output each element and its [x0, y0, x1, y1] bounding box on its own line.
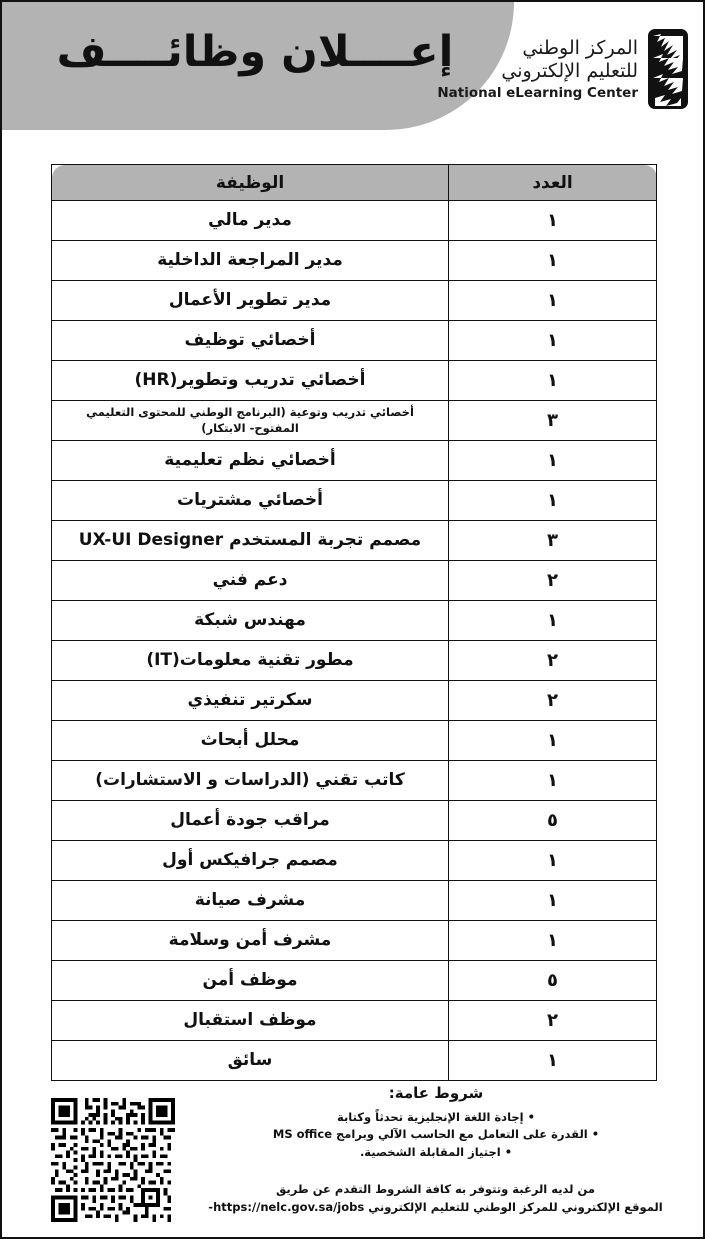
logo-arabic-line-2: للتعليم الإلكتروني — [501, 59, 638, 82]
apply-line-1: من لديه الرغبة وتتوفر به كافة الشروط التقدم عن طريق — [276, 1182, 595, 1196]
job-count-cell: ١ — [449, 201, 657, 241]
table-row — [52, 601, 657, 641]
job-title-cell: أخصائي نظم تعليمية — [52, 441, 449, 481]
table-row — [52, 361, 657, 401]
job-count-cell: ١ — [449, 721, 657, 761]
condition-item: • القدرة على التعامل مع الحاسب الآلي وبرامج MS office — [221, 1126, 651, 1143]
job-title-cell: أخصائي مشتريات — [52, 481, 449, 521]
job-title-cell: أخصائي توظيف — [52, 321, 449, 361]
table-row — [52, 1001, 657, 1041]
job-count-cell: ١ — [449, 601, 657, 641]
job-count-cell: ٢ — [449, 681, 657, 721]
job-count-cell: ١ — [449, 921, 657, 961]
table-row — [52, 961, 657, 1001]
job-count-cell: ١ — [449, 361, 657, 401]
table-row — [52, 921, 657, 961]
job-title-cell: مشرف صيانة — [52, 881, 449, 921]
job-title-cell: مراقب جودة أعمال — [52, 801, 449, 841]
job-count-cell: ١ — [449, 441, 657, 481]
jobs-table-body — [52, 201, 657, 1081]
table-row — [52, 641, 657, 681]
table-row — [52, 881, 657, 921]
logo-english-name: National eLearning Center — [437, 84, 638, 101]
job-title-cell: مهندس شبكة — [52, 601, 449, 641]
job-count-cell: ١ — [449, 761, 657, 801]
job-title-cell: مدير المراجعة الداخلية — [52, 241, 449, 281]
job-count-cell: ١ — [449, 881, 657, 921]
job-title-cell: مدير مالي — [52, 201, 449, 241]
table-row — [52, 241, 657, 281]
job-count-cell: ٣ — [449, 401, 657, 441]
job-count-cell: ١ — [449, 321, 657, 361]
job-count-cell: ١ — [449, 1041, 657, 1081]
table-row — [52, 721, 657, 761]
job-count-cell: ٢ — [449, 1001, 657, 1041]
table-row — [52, 441, 657, 481]
table-row — [52, 481, 657, 521]
nelc-logo-text — [437, 37, 638, 101]
logo-arabic-line-1: المركز الوطني — [522, 37, 638, 60]
table-row — [52, 321, 657, 361]
column-header-count: العدد — [449, 165, 657, 201]
page-header — [2, 2, 703, 132]
page-title: إعــــلان وظائــــف — [56, 27, 454, 77]
table-row — [52, 401, 657, 441]
jobs-table-head — [52, 165, 657, 201]
job-title-cell: سائق — [52, 1041, 449, 1081]
job-title-cell: مدير تطوير الأعمال — [52, 281, 449, 321]
table-row — [52, 1041, 657, 1081]
job-count-cell: ٥ — [449, 801, 657, 841]
table-row — [52, 561, 657, 601]
qr-code-icon — [51, 1098, 175, 1222]
job-title-cell: أخصائي تدريب وتطوير(HR) — [52, 361, 449, 401]
nelc-logo — [437, 28, 689, 110]
table-row — [52, 801, 657, 841]
table-row — [52, 681, 657, 721]
page-footer — [2, 1084, 703, 1234]
table-header-row — [52, 165, 657, 201]
job-count-cell: ١ — [449, 281, 657, 321]
general-conditions — [221, 1084, 651, 1161]
table-row — [52, 761, 657, 801]
job-title-cell: موظف استقبال — [52, 1001, 449, 1041]
job-title-cell: أخصائي تدريب وتوعية (البرنامج الوطني للمحتوى التعليمي المفتوح- الابتكار) — [52, 401, 449, 441]
job-title-cell: سكرتير تنفيذي — [52, 681, 449, 721]
column-header-job: الوظيفة — [52, 165, 449, 201]
job-title-cell: مصمم تجربة المستخدم UX-UI Designer — [52, 521, 449, 561]
job-count-cell: ١ — [449, 841, 657, 881]
job-count-cell: ٢ — [449, 561, 657, 601]
condition-item: • إجادة اللغة الإنجليزية تحدثاً وكتابة — [221, 1109, 651, 1126]
job-count-cell: ١ — [449, 481, 657, 521]
table-row — [52, 281, 657, 321]
nelc-emblem-icon — [647, 28, 689, 110]
job-title-cell: كاتب تقني (الدراسات و الاستشارات) — [52, 761, 449, 801]
table-row — [52, 521, 657, 561]
job-count-cell: ٢ — [449, 641, 657, 681]
condition-item: • اجتياز المقابلة الشخصية. — [221, 1144, 651, 1161]
job-title-cell: مطور تقنية معلومات(IT) — [52, 641, 449, 681]
job-count-cell: ٣ — [449, 521, 657, 561]
conditions-title: شروط عامة: — [388, 1084, 484, 1102]
job-title-cell: محلل أبحاث — [52, 721, 449, 761]
job-title-cell: دعم فني — [52, 561, 449, 601]
jobs-table — [51, 164, 657, 1081]
jobs-table-wrapper — [52, 164, 657, 1081]
job-count-cell: ٥ — [449, 961, 657, 1001]
job-title-cell: موظف أمن — [52, 961, 449, 1001]
job-count-cell: ١ — [449, 241, 657, 281]
job-title-cell: مشرف أمن وسلامة — [52, 921, 449, 961]
job-title-cell: مصمم جرافيكس أول — [52, 841, 449, 881]
table-row — [52, 841, 657, 881]
conditions-list — [221, 1109, 651, 1161]
table-row — [52, 201, 657, 241]
apply-instructions — [208, 1181, 663, 1217]
apply-line-2[interactable]: الموقع الإلكتروني للمركز الوطني للتعليم الإلكتروني https://nelc.gov.sa/jobs- — [208, 1199, 663, 1214]
